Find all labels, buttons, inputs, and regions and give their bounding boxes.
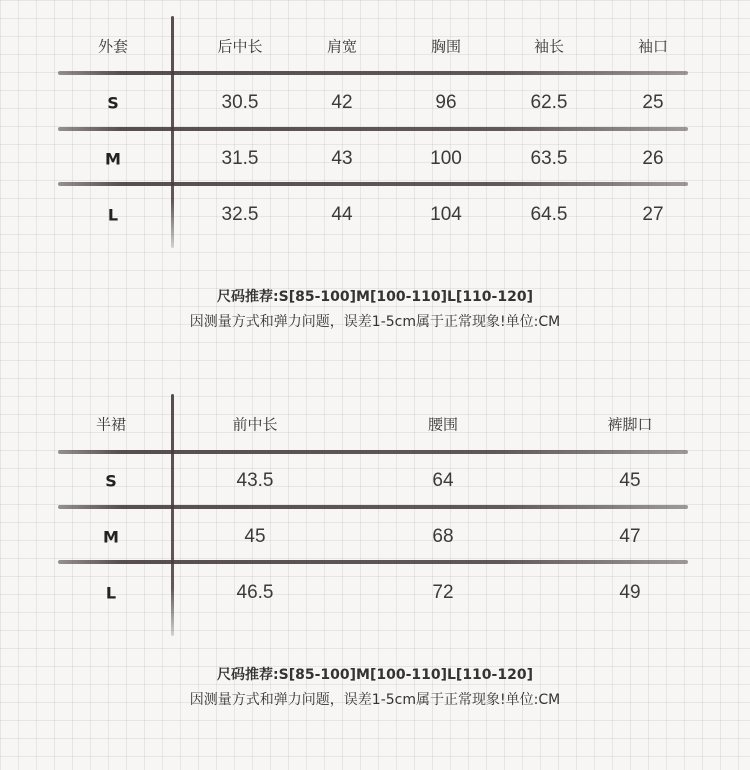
table-cell: 42 [331, 92, 353, 113]
column-header: 裤脚口 [607, 415, 653, 434]
table-title: 外套 [97, 37, 129, 56]
table-cell: 64.5 [530, 204, 568, 225]
size-recommendation-note: 尺码推荐:S[85-100]M[100-110]L[110-120] [217, 289, 533, 305]
size-label: S [105, 471, 117, 491]
column-header: 肩宽 [326, 37, 358, 56]
size-label: L [105, 583, 117, 603]
size-recommendation-note: 尺码推荐:S[85-100]M[100-110]L[110-120] [217, 667, 533, 683]
row-divider [58, 560, 688, 564]
table-cell: 72 [432, 582, 454, 603]
table-cell: 26 [642, 148, 664, 169]
table-cell: 96 [435, 92, 457, 113]
table-vertical-divider [171, 394, 174, 636]
table-cell: 45 [619, 470, 641, 491]
table-cell: 31.5 [221, 148, 259, 169]
table-cell: 43.5 [236, 470, 274, 491]
table-cell: 45 [244, 526, 266, 547]
table-title: 半裙 [95, 415, 127, 434]
column-header: 胸围 [430, 37, 462, 56]
table-cell: 32.5 [221, 204, 259, 225]
table-cell: 30.5 [221, 92, 259, 113]
table-cell: 100 [430, 148, 462, 169]
measurement-tolerance-note: 因测量方式和弹力问题，误差1-5cm属于正常现象!单位:CM [189, 692, 561, 708]
table-cell: 104 [430, 204, 462, 225]
size-label: M [103, 527, 119, 547]
table-cell: 68 [432, 526, 454, 547]
column-header: 袖长 [533, 37, 565, 56]
table-cell: 62.5 [530, 92, 568, 113]
size-label: L [107, 205, 119, 225]
column-header: 前中长 [232, 415, 278, 434]
size-label: S [107, 93, 119, 113]
table-cell: 44 [331, 204, 353, 225]
measurement-tolerance-note: 因测量方式和弹力问题，误差1-5cm属于正常现象!单位:CM [189, 314, 561, 330]
table-cell: 64 [432, 470, 454, 491]
size-label: M [105, 149, 121, 169]
column-header: 袖口 [637, 37, 669, 56]
column-header: 后中长 [217, 37, 263, 56]
table-cell: 27 [642, 204, 664, 225]
table-cell: 25 [642, 92, 664, 113]
table-cell: 47 [619, 526, 641, 547]
column-header: 腰围 [427, 415, 459, 434]
table-cell: 49 [619, 582, 641, 603]
row-divider [58, 450, 688, 454]
row-divider [58, 505, 688, 509]
table-cell: 63.5 [530, 148, 568, 169]
table-cell: 43 [331, 148, 353, 169]
table-cell: 46.5 [236, 582, 274, 603]
